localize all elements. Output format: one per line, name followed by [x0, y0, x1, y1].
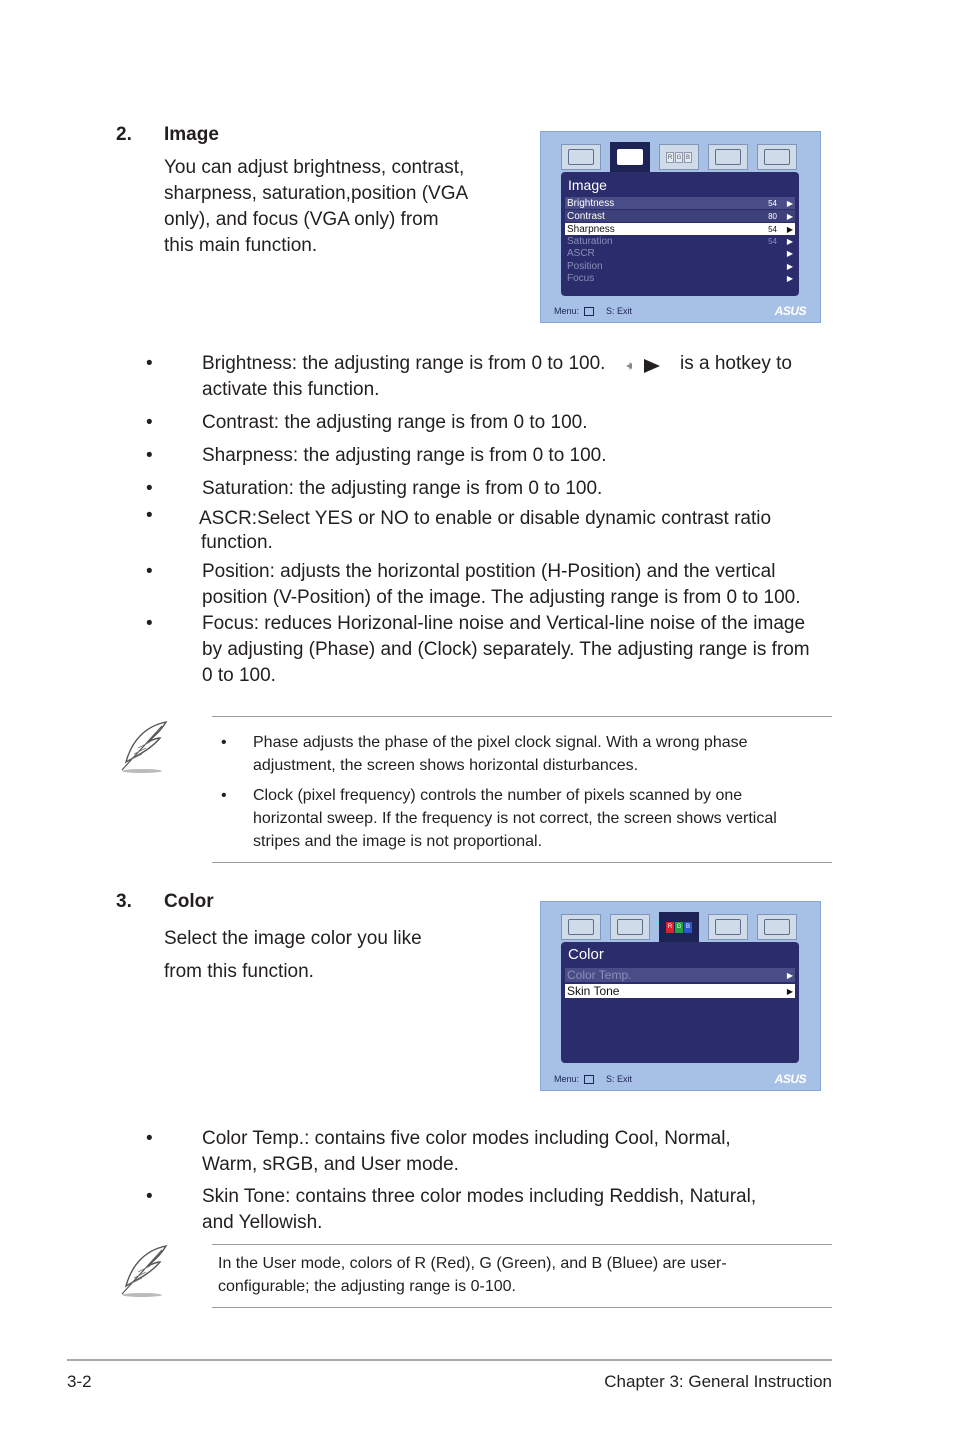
footer-rule [67, 1359, 832, 1361]
image-icon [617, 919, 643, 935]
osd-item-position: Position ▶ [567, 260, 794, 272]
osd-item-ascr: ASCR ▶ [567, 247, 794, 259]
bullet-marker: • [146, 478, 153, 499]
osd-title: Color [568, 946, 604, 963]
arrow-right-icon: ▶ [786, 248, 794, 258]
bullet-marker: • [146, 505, 153, 526]
rgb-icon: R G B [666, 922, 692, 933]
chapter-title: Chapter 3: General Instruction [604, 1372, 832, 1391]
note-top-rule [212, 716, 832, 717]
bullet-contrast: Contrast: the adjusting range is from 0 to 100. [202, 412, 588, 433]
osd-tab-image [610, 142, 650, 172]
bullet-marker: • [146, 1186, 153, 1207]
image-icon [617, 149, 643, 165]
page-number: 3-2 [67, 1372, 92, 1391]
bullet-marker: • [146, 353, 153, 374]
bullet-skin-tone: Skin Tone: contains three color modes including Reddish, Natural, and Yellowish. [202, 1186, 757, 1233]
osd-tab-color [659, 144, 699, 170]
section-title: Image [164, 124, 219, 145]
section-description: You can adjust brightness, contrast, sharpness, saturation,position (VGA only), and focus (VGA only) from this main function. [164, 157, 469, 256]
bullet-sharpness: Sharpness: the adjusting range is from 0 to 100. [202, 445, 607, 466]
arrow-right-icon: ▶ [786, 236, 794, 246]
osd-tab-bar [555, 142, 806, 172]
note-bottom-rule [212, 862, 832, 863]
bullet-brightness: Brightness: the adjusting range is from 0 to 100. is a hotkey to activate this function. [202, 353, 792, 400]
bullet-marker: • [146, 445, 153, 466]
bullet-marker: • [146, 1128, 153, 1149]
note-clock: Clock (pixel frequency) controls the number of pixels scanned by one horizontal sweep. If the frequency is not correct, the screen shows vertical stripes and the image is not proportional. [253, 787, 777, 850]
input-select-icon [715, 149, 741, 165]
note-phase: Phase adjusts the phase of the pixel clock signal. With a wrong phase adjustment, the screen shows horizontal disturbances. [253, 734, 748, 774]
bullet-marker: • [221, 734, 227, 751]
osd-item-brightness: Brightness 54 ▶ [567, 197, 794, 209]
bullet-color-temp: Color Temp.: contains five color modes including Cool, Normal, Warm, sRGB, and User mode. [202, 1128, 731, 1175]
osd-tab-bar [555, 912, 806, 942]
asus-logo: ASUS [774, 1072, 806, 1086]
note-bottom-rule [212, 1307, 832, 1308]
system-setup-icon [764, 149, 790, 165]
rgb-icon: R G B [666, 152, 692, 163]
arrow-right-icon: ▶ [786, 198, 794, 208]
osd-item-focus: Focus ▶ [567, 272, 794, 284]
osd-item-skin-tone: Skin Tone ▶ [567, 984, 794, 998]
osd-tab-system [757, 914, 797, 940]
note-top-rule [212, 1244, 832, 1245]
menu-enter-icon [584, 1075, 594, 1084]
osd-tab-input [708, 914, 748, 940]
osd-tab-color [659, 912, 699, 942]
osd-image-screenshot [540, 131, 821, 323]
osd-item-saturation: Saturation 54 ▶ [567, 235, 794, 247]
note-feather-icon [116, 1244, 170, 1303]
osd-footer: Menu: S: Exit [554, 1074, 633, 1084]
osd-item-contrast: Contrast 80 ▶ [567, 210, 794, 222]
section-description: Select the image color you like from this function. [164, 928, 422, 982]
arrow-right-icon: ▶ [786, 273, 794, 283]
bullet-saturation: Saturation: the adjusting range is from 0 to 100. [202, 478, 603, 499]
osd-panel [561, 942, 799, 1063]
note-feather-icon [116, 720, 170, 779]
input-select-icon [715, 919, 741, 935]
bullet-position: Position: adjusts the horizontal postition (H-Position) and the vertical position (V-Position) of the image. The adjusting range is from 0 to 100. [202, 561, 801, 608]
splendid-icon [568, 919, 594, 935]
arrow-right-icon: ▶ [786, 224, 794, 234]
osd-panel [561, 172, 799, 296]
arrow-right-icon: ▶ [786, 970, 794, 980]
section-number: 2. [116, 124, 132, 145]
section-number: 3. [116, 891, 132, 912]
bullet-marker: • [221, 787, 227, 804]
bullet-marker: • [146, 412, 153, 433]
osd-tab-image [610, 914, 650, 940]
osd-tab-splendid [561, 914, 601, 940]
arrow-right-icon: ▶ [786, 986, 794, 996]
system-setup-icon [764, 919, 790, 935]
bullet-marker: • [146, 561, 153, 582]
hotkey-brightness-icon [622, 356, 668, 372]
osd-title: Image [568, 177, 607, 193]
osd-tab-splendid [561, 144, 601, 170]
bullet-marker: • [146, 613, 153, 634]
arrow-right-icon: ▶ [786, 211, 794, 221]
menu-enter-icon [584, 307, 594, 316]
osd-item-color-temp: Color Temp. ▶ [567, 968, 794, 982]
note-user-mode: In the User mode, colors of R (Red), G (Green), and B (Bluee) are user- configurable; the adjusting range is 0-100. [218, 1255, 727, 1295]
bullet-focus: Focus: reduces Horizonal-line noise and Vertical-line noise of the image by adjusting (Phase) and (Clock) separately. The adjusting range is from 0 to 100. [202, 613, 810, 686]
splendid-icon [568, 149, 594, 165]
osd-item-sharpness: Sharpness 54 ▶ [567, 223, 794, 235]
osd-tab-system [757, 144, 797, 170]
osd-color-screenshot [540, 901, 821, 1091]
bullet-ascr: ASCR:Select YES or NO to enable or disable dynamic contrast ratio function. [199, 508, 772, 553]
asus-logo: ASUS [774, 304, 806, 318]
osd-tab-input [708, 144, 748, 170]
arrow-right-icon: ▶ [786, 261, 794, 271]
section-title: Color [164, 891, 214, 912]
osd-footer: Menu: S: Exit [554, 306, 633, 316]
